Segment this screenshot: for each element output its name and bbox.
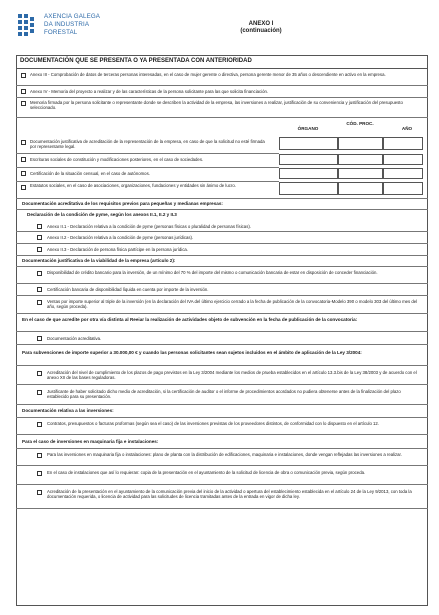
logo-line: DA INDUSTRIA [44,21,90,28]
checkbox-ventas[interactable] [37,300,42,305]
checkbox-certificacion-bancaria[interactable] [37,287,42,292]
checkbox-justificante[interactable] [37,390,42,395]
divider [16,198,428,199]
divider [16,404,428,405]
annex-title: ANEXO I [248,21,274,27]
item-plazos-pago: Acreditación del nivel de cumplimiento de los plazos de pago previstos en la Ley 3/2004 mediante los medios de prueba establecidos en el artículo 13.3.bis de la Ley 38/2003 y de acuerdo con el anexo XII de las bases reguladoras. [47,370,417,381]
ano-field[interactable] [383,154,423,165]
divider [16,434,428,435]
divider [16,85,428,86]
checkbox-plano-planta[interactable] [37,453,42,458]
checkbox-censual[interactable] [21,171,26,176]
item-licencia-obra: En el caso de instalaciones que así lo requieran: copia de la presentación en el ayuntamiento de la solicitud de licencia de obra o comunicación previa, según proceda. [47,470,366,475]
item-credito: Disponibilidad de crédito bancario para la inversión, de un mínimo del 70 % del importe del mismo o comunicación bancaria de estar en disposición de conceder financiación. [47,270,378,275]
divider [16,384,428,385]
item-ventas: Ventas por importe superior al triple de la inversión (en la declaración del IVA del último ejercicio cerrado a la fecha de publicación de la convocatoria-Modelo 390 o modelo 303 del último mes del año, según proceda). [47,299,418,310]
checkbox-anexo-ii3[interactable] [37,247,42,252]
checkbox-credito[interactable] [37,271,42,276]
divider [16,508,428,509]
agency-logo [16,13,106,43]
logo-line: FORESTAL [44,29,78,36]
ano-field[interactable] [383,137,423,150]
organo-field[interactable] [279,168,338,179]
divider [16,417,428,418]
divider [16,266,428,267]
divider [16,313,428,314]
divider [16,484,428,485]
pyme-title: Documentación acreditativa de los requisitos previos para pequeñas y medianas empresas: [22,201,223,206]
divider [16,344,428,345]
viabilidad-title: Documentación justificativa de la viabilidad de la empresa (artículo 2): [22,258,176,263]
divider [16,255,428,256]
cod-proc-field[interactable] [338,154,383,165]
item-comunicacion-previa: Acreditación de la presentación en el ayuntamiento de la comunicación previa del inicio de la actividad o apertura del establecimiento establecida en el artículo 24 de la Ley 9/2013, con toda la documentación requerida, o licencia de actividad para las solicitudes de licencia tramitadas antes de la entrada en vigor de dicha ley. [47,489,412,500]
column-header-ano: AÑO [401,126,413,131]
reeiar-title: En el caso de que acredite por otra vía distinta al Reeiar la realización de actividades objeto de subvención en la fecha de publicación de la convocatoria: [22,317,358,322]
item-documentacion-acreditativa: Documentación acreditativa. [47,336,102,341]
checkbox-comunicacion-previa[interactable] [37,490,42,495]
checkbox-escrituras[interactable] [21,157,26,162]
checkbox-licencia-obra[interactable] [37,471,42,476]
divider [16,331,428,332]
divider [16,117,428,118]
organo-field[interactable] [279,137,338,150]
divider [16,448,428,449]
divider [16,283,428,284]
maquinaria-title: Para el caso de inversiones en maquinaria fija e instalaciones: [22,439,159,444]
checkbox-documentacion-acreditativa[interactable] [37,336,42,341]
checkbox-estatutos[interactable] [21,185,26,190]
row-representacion: Documentación justificativa de acreditación de la representación de la empresa, en caso de que la solicitud no esté firmada por representante legal. [30,139,265,150]
checkbox-anexo-ii2[interactable] [37,235,42,240]
item-certificacion-bancaria: Certificación bancaria de disponibilidad líquida en cuenta por importe de la inversión. [47,287,209,292]
coat-of-arms-icon [16,13,42,39]
item-anexo-ii3: Anexo II.3 - Declaración de persona física partícipe en la persona jurídica. [47,247,188,252]
item-anexo-ii2: Anexo II.2 - Declaración relativa a la condición de pyme (personas jurídicas). [47,235,194,240]
divider [16,209,428,210]
item-anexo-iv: Anexo IV - Memoria del proyecto a realizar y de las características de la persona solicitante para las que solicita financiación. [30,89,269,94]
inversiones-title: Documentación relativa a las inversiones: [22,408,114,413]
row-censual: Certificación de la situación censual, en el caso de autónomos. [30,171,150,176]
pyme-subtitle: Declaración de la condición de pyme, según los anexos II.1, II.2 y II.3 [27,212,177,217]
divider [16,97,428,98]
checkbox-contratos[interactable] [37,422,42,427]
item-anexo-ii1: Anexo II.1 - Declaración relativa a la condición de pyme (personas físicas o pluralidad de personas físicas). [47,224,251,229]
checkbox-anexo-iv[interactable] [21,89,26,94]
divider [16,153,279,154]
checkbox-anexo-ii1[interactable] [37,224,42,229]
section-title: DOCUMENTACIÓN QUE SE PRESENTA O YA PRESENTADA CON ANTERIORIDAD [16,55,428,69]
item-contratos: Contratos, presupuestos o facturas proformas (según sea el caso) de las inversiones previstas de los proveedores distintos, de conformidad con lo dispuesto en el artículo 12. [47,421,379,426]
subvenciones-title: Para subvenciones de importe superior a 30.000,00 € y cuando las personas solicitantes sean sujetos incluidos en el ámbito de aplicación de la Ley 3/2004: [22,350,362,355]
organo-field[interactable] [279,154,338,165]
logo-line: AXENCIA GALEGA [44,13,101,20]
column-header-organo: ÓRGANO [297,126,319,131]
ano-field[interactable] [383,182,423,195]
divider [16,181,279,182]
divider [16,365,428,366]
item-justificante: Justificante de haber solicitado dicho medio de acreditación, si la certificación de auditor o el informe de procedimientos acordados no pudiera obtenerse antes de la finalización del plazo establecido para su presentación. [47,389,401,400]
item-plano-planta: Para las inversiones en maquinaria fija o instalaciones: plano de planta con la distribución de edificaciones, maquinaria e instalaciones, donde vengan reflejadas las inversiones a realizar. [47,452,402,457]
item-anexo-iii: Anexo III - Comprobación de datos de terceras personas interesadas, en el caso de mujer gerente o directiva, persona gerente menor de 35 años o descendiente en activo en la empresa. [30,72,386,77]
divider [16,295,428,296]
checkbox-anexo-iii[interactable] [21,73,26,78]
divider [16,243,428,244]
checkbox-memoria[interactable] [21,101,26,106]
divider [16,167,279,168]
row-escrituras: Escrituras sociales de constitución y modificaciones posteriores, en el caso de sociedades. [30,157,204,162]
cod-proc-field[interactable] [338,168,383,179]
item-memoria: Memoria firmada por la persona solicitante o representante donde se describen la actividad de la empresa, las inversiones a realizar, justificación de su conveniencia y justificación del presupuesto seleccionado. [30,100,403,111]
divider [16,231,428,232]
checkbox-representacion[interactable] [21,140,26,145]
annex-subtitle: (continuación) [240,28,282,34]
divider [16,465,428,466]
row-estatutos: Estatutos sociales, en el caso de asociaciones, organizaciones, fundaciones y entidades sin ánimo de lucro. [30,183,236,188]
cod-proc-field[interactable] [338,137,383,150]
cod-proc-field[interactable] [338,182,383,195]
column-header-cod-proc: CÓD. PROC. [346,121,374,126]
ano-field[interactable] [383,168,423,179]
checkbox-plazos-pago[interactable] [37,371,42,376]
annex-heading [226,21,296,35]
organo-field[interactable] [279,182,338,195]
